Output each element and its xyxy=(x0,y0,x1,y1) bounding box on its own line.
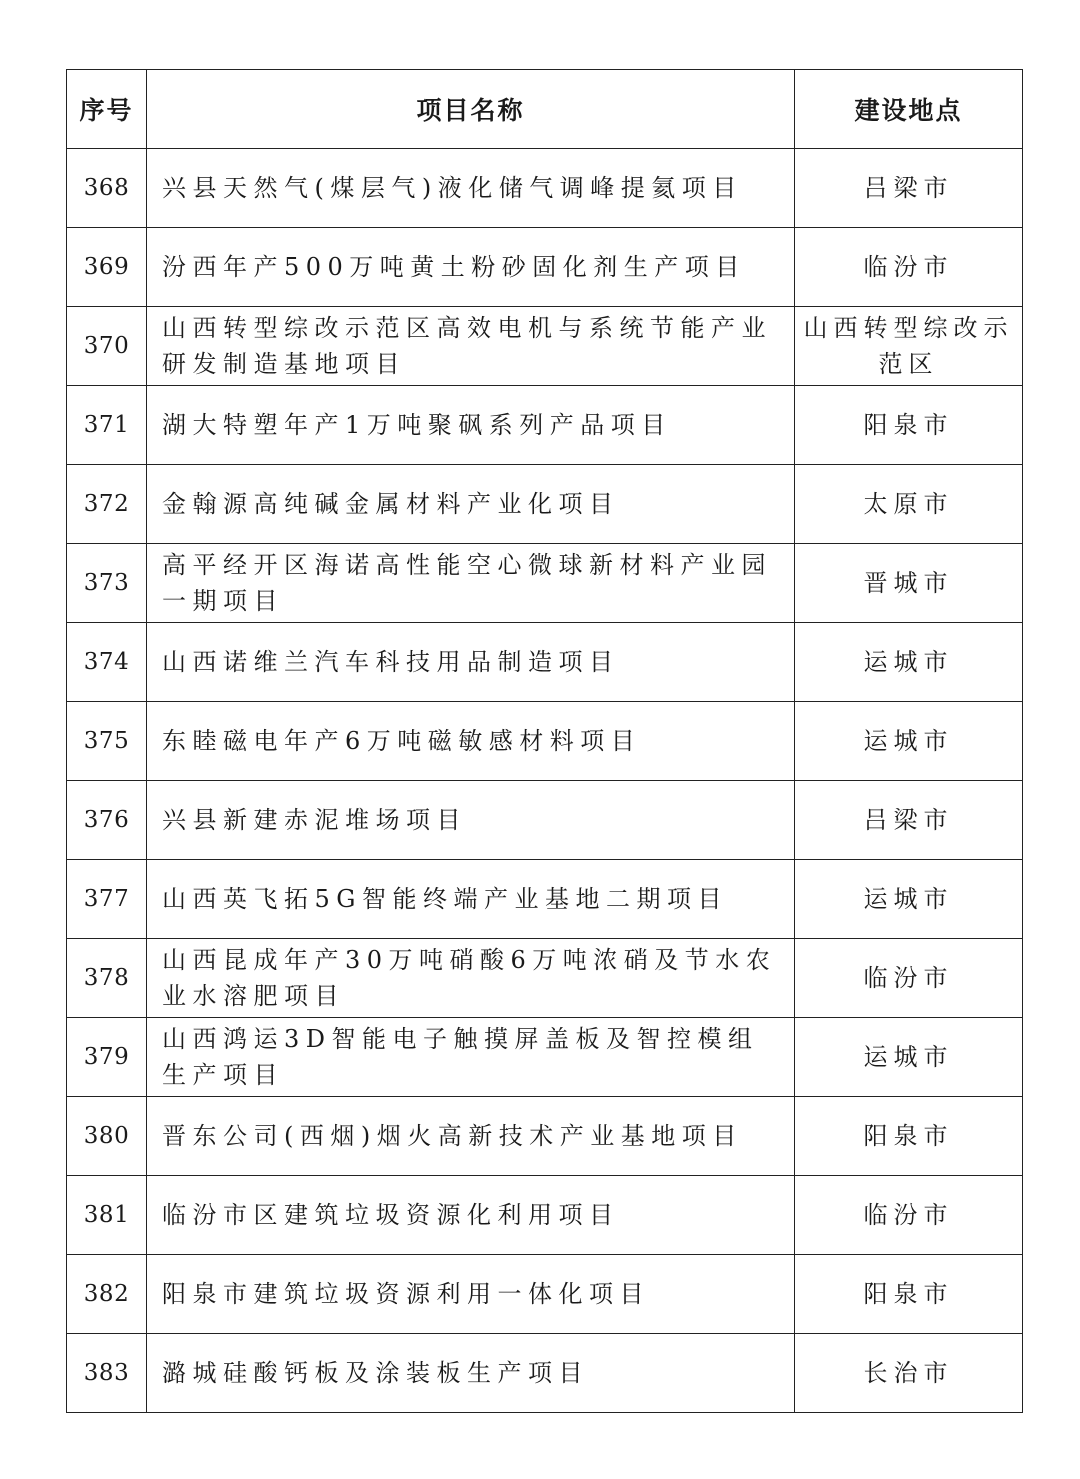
project-name: 潞城硅酸钙板及涂装板生产项目 xyxy=(147,1334,795,1413)
table-row xyxy=(67,1334,1023,1413)
project-location: 晋城市 xyxy=(795,544,1023,623)
table-row xyxy=(67,307,1023,386)
project-name: 兴县新建赤泥堆场项目 xyxy=(147,781,795,860)
project-location: 运城市 xyxy=(795,702,1023,781)
row-number: 379 xyxy=(67,1018,147,1097)
project-name: 兴县天然气(煤层气)液化储气调峰提氦项目 xyxy=(147,149,795,228)
table-row xyxy=(67,1097,1023,1176)
project-name: 阳泉市建筑垃圾资源利用一体化项目 xyxy=(147,1255,795,1334)
table-row xyxy=(67,386,1023,465)
project-name: 东睦磁电年产6万吨磁敏感材料项目 xyxy=(147,702,795,781)
project-location: 吕梁市 xyxy=(795,781,1023,860)
header-row xyxy=(67,70,1023,149)
project-location: 山西转型综改示范区 xyxy=(795,307,1023,386)
header-name: 项目名称 xyxy=(147,70,795,149)
table-row xyxy=(67,149,1023,228)
table-row xyxy=(67,860,1023,939)
project-location: 阳泉市 xyxy=(795,1097,1023,1176)
table-row xyxy=(67,465,1023,544)
table-row xyxy=(67,544,1023,623)
row-number: 380 xyxy=(67,1097,147,1176)
project-table xyxy=(66,69,1023,1413)
row-number: 370 xyxy=(67,307,147,386)
table-row xyxy=(67,939,1023,1018)
project-location: 太原市 xyxy=(795,465,1023,544)
row-number: 382 xyxy=(67,1255,147,1334)
table-row xyxy=(67,623,1023,702)
table-header xyxy=(67,70,1023,149)
table-row xyxy=(67,781,1023,860)
project-location: 运城市 xyxy=(795,860,1023,939)
table-row xyxy=(67,228,1023,307)
project-name: 山西英飞拓5G智能终端产业基地二期项目 xyxy=(147,860,795,939)
project-location: 运城市 xyxy=(795,1018,1023,1097)
row-number: 368 xyxy=(67,149,147,228)
project-name: 山西转型综改示范区高效电机与系统节能产业研发制造基地项目 xyxy=(147,307,795,386)
project-name: 山西诺维兰汽车科技用品制造项目 xyxy=(147,623,795,702)
table-row xyxy=(67,1255,1023,1334)
project-location: 临汾市 xyxy=(795,1176,1023,1255)
project-location: 吕梁市 xyxy=(795,149,1023,228)
table-body xyxy=(67,149,1023,1413)
row-number: 383 xyxy=(67,1334,147,1413)
row-number: 375 xyxy=(67,702,147,781)
project-name: 金翰源高纯碱金属材料产业化项目 xyxy=(147,465,795,544)
project-name: 汾西年产500万吨黄土粉砂固化剂生产项目 xyxy=(147,228,795,307)
row-number: 369 xyxy=(67,228,147,307)
project-name: 山西鸿运3D智能电子触摸屏盖板及智控模组生产项目 xyxy=(147,1018,795,1097)
table-row xyxy=(67,702,1023,781)
project-name: 晋东公司(西烟)烟火高新技术产业基地项目 xyxy=(147,1097,795,1176)
project-name: 临汾市区建筑垃圾资源化利用项目 xyxy=(147,1176,795,1255)
table-row xyxy=(67,1176,1023,1255)
row-number: 372 xyxy=(67,465,147,544)
project-location: 运城市 xyxy=(795,623,1023,702)
table-row xyxy=(67,1018,1023,1097)
row-number: 376 xyxy=(67,781,147,860)
header-location: 建设地点 xyxy=(795,70,1023,149)
project-name: 高平经开区海诺高性能空心微球新材料产业园一期项目 xyxy=(147,544,795,623)
row-number: 371 xyxy=(67,386,147,465)
project-location: 阳泉市 xyxy=(795,386,1023,465)
row-number: 374 xyxy=(67,623,147,702)
project-location: 临汾市 xyxy=(795,939,1023,1018)
row-number: 373 xyxy=(67,544,147,623)
row-number: 378 xyxy=(67,939,147,1018)
project-name: 湖大特塑年产1万吨聚砜系列产品项目 xyxy=(147,386,795,465)
project-location: 临汾市 xyxy=(795,228,1023,307)
project-name: 山西昆成年产30万吨硝酸6万吨浓硝及节水农业水溶肥项目 xyxy=(147,939,795,1018)
project-location: 长治市 xyxy=(795,1334,1023,1413)
row-number: 381 xyxy=(67,1176,147,1255)
header-no: 序号 xyxy=(67,70,147,149)
row-number: 377 xyxy=(67,860,147,939)
project-location: 阳泉市 xyxy=(795,1255,1023,1334)
